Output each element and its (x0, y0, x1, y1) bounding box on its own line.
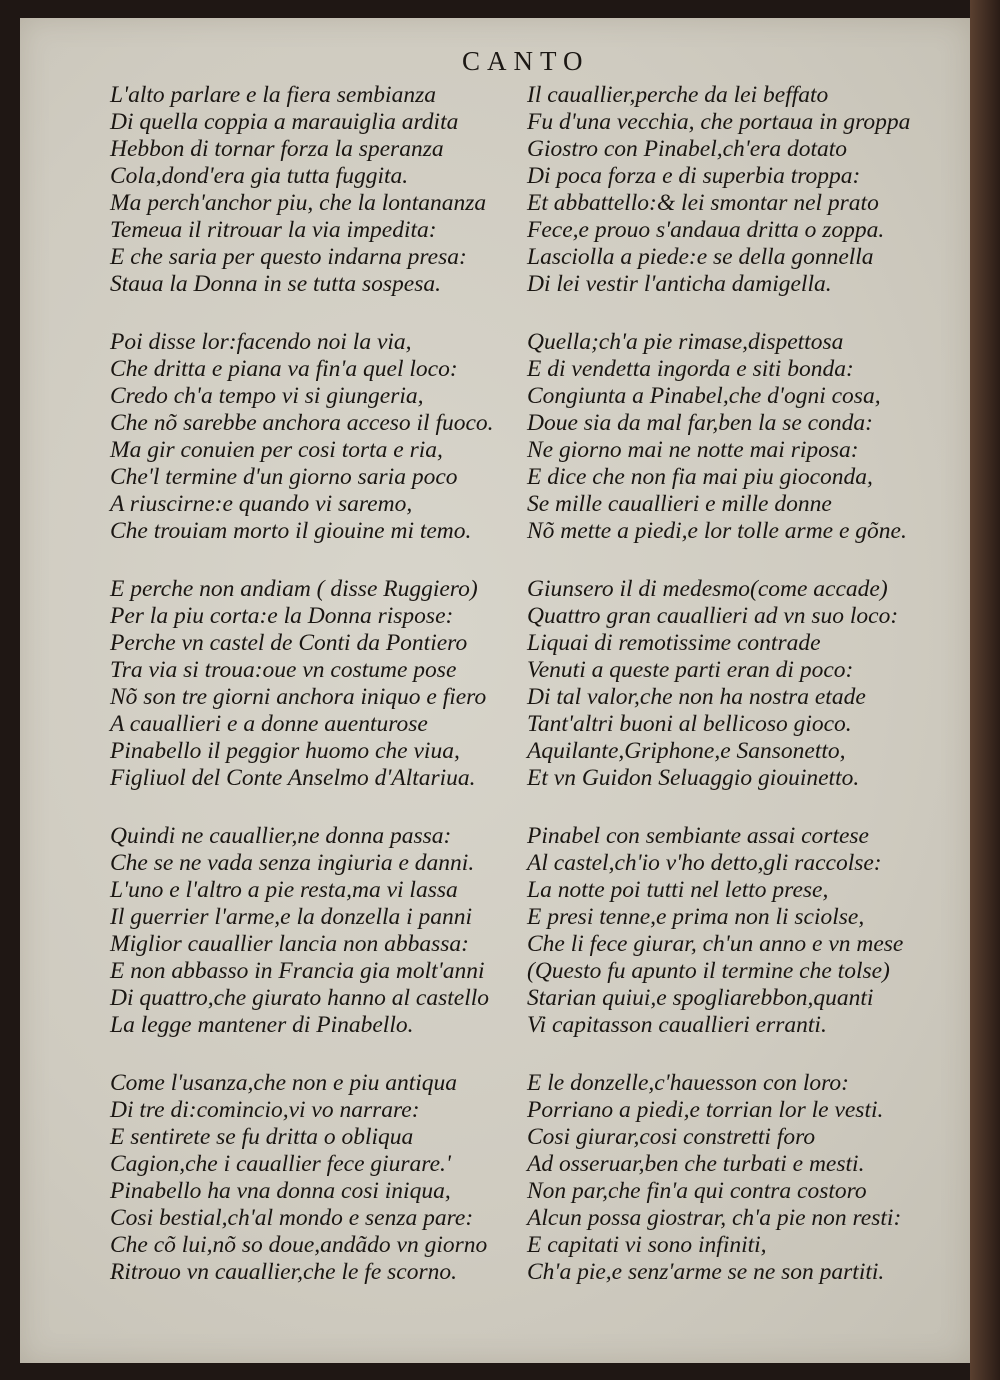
verse-line: E le donzelle,c'hauesson con loro: (527, 1070, 849, 1096)
verse-line: Doue sia da mal far,ben la se conda: (527, 410, 873, 436)
stanza (527, 576, 967, 792)
verse-line: Giostro con Pinabel,ch'era dotato (527, 136, 848, 162)
verse-line: Tant'altri buoni al bellicoso gioco. (527, 711, 852, 737)
verse-line: Temeua il ritrouar la via impedita: (110, 217, 437, 243)
verse-line: Starian quiui,e spogliarebbon,quanti (527, 985, 874, 1011)
verse-line: Ma perch'anchor piu, che la lontananza (110, 190, 487, 216)
verse-line: Ritrouo vn cauallier,che le fe scorno. (110, 1259, 457, 1285)
verse-line: Ad osseruar,ben che turbati e mesti. (527, 1151, 865, 1177)
verse-line: E di vendetta ingorda e siti bonda: (527, 356, 854, 382)
verse-line: Liquai di remotissime contrade (527, 630, 821, 656)
stanza (110, 576, 550, 792)
left-column (110, 82, 550, 1317)
verse-line: Cola,dond'era gia tutta fuggita. (110, 163, 409, 189)
verse-line: Di quella coppia a marauiglia ardita (110, 109, 459, 135)
verse-line: Perche vn castel de Conti da Pontiero (110, 630, 468, 656)
verse-line: Che nõ sarebbe anchora acceso il fuoco. (110, 410, 494, 436)
verse-line: Tra via si troua:oue vn costume pose (110, 657, 457, 683)
verse-line: Ch'a pie,e senz'arme se ne son partiti. (527, 1259, 885, 1285)
verse-line: Quattro gran cauallieri ad vn suo loco: (527, 603, 899, 629)
verse-line: (Questo fu apunto il termine che tolse) (527, 958, 890, 984)
verse-line: Figliuol del Conte Anselmo d'Altariua. (110, 765, 476, 791)
verse-line: Porriano a piedi,e torrian lor le vesti. (527, 1097, 884, 1123)
stanza (527, 823, 967, 1039)
verse-line: La notte poi tutti nel letto prese, (527, 877, 829, 903)
verse-line: Se mille cauallieri e mille donne (527, 491, 832, 517)
verse-line: Quella;ch'a pie rimase,dispettosa (527, 329, 844, 355)
verse-line: E presi tenne,e prima non li sciolse, (527, 904, 865, 930)
verse-line: Staua la Donna in se tutta sospesa. (110, 271, 441, 297)
verse-line: Di lei vestir l'anticha damigella. (527, 271, 832, 297)
verse-line: Credo ch'a tempo vi si giungeria, (110, 383, 424, 409)
stanza (110, 1070, 550, 1286)
verse-line: Pinabello ha vna donna cosi iniqua, (110, 1178, 451, 1204)
running-header: CANTO (462, 46, 590, 76)
verse-line: Pinabello il peggior huomo che viua, (110, 738, 460, 764)
verse-line: Non par,che fin'a qui contra costoro (527, 1178, 867, 1204)
verse-line: Vi capitasson cauallieri erranti. (527, 1012, 827, 1038)
verse-line: Il cauallier,perche da lei beffato (527, 82, 829, 108)
verse-line: Cosi giurar,cosi constretti foro (527, 1124, 816, 1150)
verse-line: Per la piu corta:e la Donna rispose: (110, 603, 454, 629)
verse-line: Et abbattello:& lei smontar nel prato (527, 190, 879, 216)
verse-line: Il guerrier l'arme,e la donzella i panni (110, 904, 473, 930)
verse-line: Fece,e prouo s'andaua dritta o zoppa. (527, 217, 885, 243)
stanza (110, 82, 550, 298)
verse-line: E dice che non fia mai piu gioconda, (527, 464, 873, 490)
page-edge (970, 0, 1000, 1380)
stanza (110, 823, 550, 1039)
verse-line: Et vn Guidon Seluaggio giouinetto. (527, 765, 860, 791)
verse-line: Che dritta e piana va fin'a quel loco: (110, 356, 458, 382)
verse-line: Poi disse lor:facendo noi la via, (110, 329, 412, 355)
verse-line: Aquilante,Griphone,e Sansonetto, (527, 738, 846, 764)
verse-line: Hebbon di tornar forza la speranza (110, 136, 444, 162)
stanza (110, 329, 550, 545)
verse-line: Nõ mette a piedi,e lor tolle arme e gõne. (527, 518, 907, 544)
right-column (527, 82, 967, 1317)
verse-line: E sentirete se fu dritta o obliqua (110, 1124, 414, 1150)
verse-line: E che saria per questo indarna presa: (110, 244, 467, 270)
verse-line: Congiunta a Pinabel,che d'ogni cosa, (527, 383, 881, 409)
verse-line: Alcun possa giostrar, ch'a pie non resti: (527, 1205, 902, 1231)
verse-line: Quindi ne cauallier,ne donna passa: (110, 823, 452, 849)
verse-line: Ma gir conuien per cosi torta e ria, (110, 437, 443, 463)
verse-line: Al castel,ch'io v'ho detto,gli raccolse: (527, 850, 882, 876)
stanza (527, 1070, 967, 1286)
verse-line: Che li fece giurar, ch'un anno e vn mese (527, 931, 904, 957)
verse-line: Come l'usanza,che non e piu antiqua (110, 1070, 458, 1096)
stanza (527, 82, 967, 298)
verse-line: Che'l termine d'un giorno saria poco (110, 464, 458, 490)
verse-line: A riuscirne:e quando vi saremo, (110, 491, 413, 517)
verse-line: Di quattro,che giurato hanno al castello (110, 985, 490, 1011)
verse-line: Di tre di:comincio,vi vo narrare: (110, 1097, 420, 1123)
verse-line: Nõ son tre giorni anchora iniquo e fiero (110, 684, 487, 710)
verse-line: Cagion,che i cauallier fece giurare.' (110, 1151, 451, 1177)
verse-line: Fu d'una vecchia, che portaua in groppa (527, 109, 911, 135)
stanza (527, 329, 967, 545)
verse-line: Cosi bestial,ch'al mondo e senza pare: (110, 1205, 474, 1231)
verse-line: Ne giorno mai ne notte mai riposa: (527, 437, 859, 463)
verse-line: Che trouiam morto il giouine mi temo. (110, 518, 472, 544)
verse-line: E perche non andiam ( disse Ruggiero) (110, 576, 478, 602)
verse-line: E non abbasso in Francia gia molt'anni (110, 958, 485, 984)
verse-line: Giunsero il di medesmo(come accade) (527, 576, 888, 602)
verse-line: Lasciolla a piede:e se della gonnella (527, 244, 874, 270)
verse-line: L'alto parlare e la fiera sembianza (110, 82, 436, 108)
verse-line: L'uno e l'altro a pie resta,ma vi lassa (110, 877, 458, 903)
verse-line: E capitati vi sono infiniti, (527, 1232, 767, 1258)
verse-line: Di poca forza e di superbia troppa: (527, 163, 861, 189)
verse-line: Venuti a queste parti eran di poco: (527, 657, 854, 683)
verse-line: A cauallieri e a donne auenturose (110, 711, 428, 737)
verse-line: Di tal valor,che non ha nostra etade (527, 684, 866, 710)
verse-line: Che se ne vada senza ingiuria e danni. (110, 850, 475, 876)
verse-line: Pinabel con sembiante assai cortese (527, 823, 869, 849)
verse-line: Che cõ lui,nõ so doue,andãdo vn giorno (110, 1232, 488, 1258)
verse-line: La legge mantener di Pinabello. (110, 1012, 414, 1038)
verse-line: Miglior cauallier lancia non abbassa: (110, 931, 470, 957)
